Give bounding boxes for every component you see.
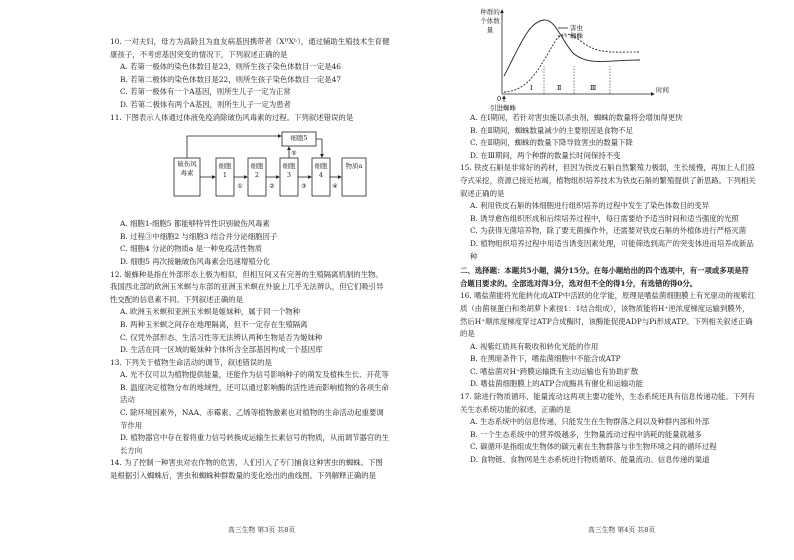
footer-left: 高三生物 第3页 共8页 xyxy=(228,526,296,534)
question-16 xyxy=(460,290,756,391)
option-14a: A. 在Ⅰ期间，若针对害虫施以杀虫剂，蜘蛛的数量将会增加得更快 xyxy=(470,113,683,122)
population-graph xyxy=(440,6,672,112)
question-12 xyxy=(110,269,390,357)
option-16d: D. 嗜盐菌细胞膜上的ATP合成酶具有催化和运输功能 xyxy=(470,379,644,389)
question-10-stem: 10. 一对夫妇，母方为高龄且为血友病基因携带者（XᴴXʰ），通过辅助生殖技术生育健康孩子，不考虑基因突变的情况下，下列叙述正确的是 xyxy=(110,37,390,59)
option-14c: C. 在Ⅱ期间，蜘蛛的数量下降导致害虫的数量下降 xyxy=(470,138,633,148)
option-13a: A. 光不仅可以为植物提供能量，还能作为信号影响种子的萌发及植株生长、开花等 xyxy=(120,370,389,380)
cell2-text: 细胞2 xyxy=(250,162,264,180)
question-17 xyxy=(460,391,756,467)
option-13c: C. 除环境因素外，NAA、赤霉素、乙烯等植物激素也对植物的生命活动起重要调节作用 xyxy=(120,408,384,430)
question-15 xyxy=(460,162,756,263)
step-4: ④ xyxy=(332,183,338,191)
question-10 xyxy=(110,36,390,112)
question-13 xyxy=(110,357,390,458)
question-14-options xyxy=(460,112,756,162)
toxin-text: 破伤风毒素 xyxy=(177,160,197,178)
question-15-stem: 15. 铁皮石斛是非常好的药材，但因为铁皮石斛自然繁殖力极弱，生长缓慢，再加上人们掠夺式采挖，资源已接近枯竭，植物组织培养技术为铁皮石斛的繁殖提供了新思路。下列相关叙述正确的是 xyxy=(460,163,756,198)
option-13b: B. 温度决定植物分布的地域性，还可以通过影响酶的活性进而影响植物的各项生命活动 xyxy=(120,382,389,405)
option-16b: B. 在黑暗条件下，嗜盐菌细胞中不能合成ATP xyxy=(470,354,621,364)
period-3: Ⅲ xyxy=(590,84,597,92)
arrow-label: 引进蜘蛛 xyxy=(490,104,516,112)
cell4-text: 细胞4 xyxy=(314,162,328,180)
step-3: ③ xyxy=(301,183,307,191)
x-axis-label: 时间 xyxy=(656,86,669,94)
option-15a: A. 利用铁皮石斛的体细胞进行组织培养的过程中发生了染色体数目的变异 xyxy=(470,201,710,211)
step-5: ⑤ xyxy=(291,150,297,158)
option-15c: C. 为获得无菌培养物，除了要无菌操作外，还需要对铁皮石斛的外植体进行严格灭菌 xyxy=(470,226,747,236)
question-14-stem: 14. 为了控制一种害虫对农作物的危害，人们引入了专门捕食这种害虫的蜘蛛。下图是根据引入蜘蛛后，害虫和蜘蛛种群数量的变化绘出的曲线图。下列解释正确的是 xyxy=(110,458,383,481)
substance-text: 物质a xyxy=(345,162,363,171)
option-14d: D. 在Ⅲ期间，两个种群的数量长时间保持不变 xyxy=(470,150,621,160)
option-11c: C. 细胞4 分泌的物质a 是一种免疫活性物质 xyxy=(120,244,263,254)
origin-label: 0 xyxy=(497,95,502,103)
option-10d: D. 若第二极体有两个A基因，则所生儿子一定为患者 xyxy=(120,99,291,109)
question-13-stem: 13. 下列关于植物生命活动的调节，叙述错误的是 xyxy=(110,357,272,367)
question-17-stem: 17. 除进行物质循环、能量流动这两项主要功能外，生态系统还具有信息传递功能。下列有关生态系统功能的叙述，正确的是 xyxy=(460,392,755,414)
option-12a: A. 欧洲玉米螟和亚洲玉米螟是姬妹种，属于同一个物种 xyxy=(120,307,301,317)
cell3-text: 细胞3 xyxy=(282,162,296,180)
option-12b: B. 两种玉米螟之间存在地理隔离，但不一定存在生殖隔离 xyxy=(120,319,308,329)
option-12d: D. 生活在同一区域的姬妹种个体所含全部基因构成一个基因库 xyxy=(120,345,323,355)
population-graph-svg xyxy=(440,6,672,112)
legend-spider: 蜘蛛 xyxy=(570,32,583,40)
question-11-stem: 11. 下图表示人体通过体液免疫消除破伤风毒素的过程。下列叙述错误的是 xyxy=(110,112,354,122)
option-17b: B. 一个生态系统中的营养级越多，生物量流动过程中消耗的能量就越多 xyxy=(470,429,702,439)
option-10c: C. 若第一极体有一个A基因，则所生儿子一定为正常 xyxy=(120,87,291,97)
immune-diagram-svg xyxy=(172,128,372,214)
option-11b: B. 过程③中细胞2 与细胞3 结合并分泌细胞因子 xyxy=(120,231,278,241)
question-11 xyxy=(110,112,390,269)
option-13d: D. 植物器官中存在着将重力信号转换成运输生长素信号的物质，从而调节器官的生长方向 xyxy=(120,433,390,455)
right-column xyxy=(460,112,756,467)
y-axis-label: 种群的个体数量 xyxy=(480,8,500,34)
question-14 xyxy=(110,457,390,482)
spider-curve xyxy=(504,34,640,92)
option-17a: A. 生态系统中的信息传递，只能发生在生物群落之间以及种群内部和外部 xyxy=(470,417,710,427)
period-2: Ⅱ xyxy=(557,84,562,92)
cell5-text: 细胞5 xyxy=(290,134,308,143)
option-12c: C. 仅凭外部形态、生活习性等无法辨认两种生物是否为姬妹种 xyxy=(120,332,323,342)
legend-pest: 害虫 xyxy=(570,24,583,32)
option-10b: B. 若第二极体的染色体数目是22，则所生孩子染色体数目一定是47 xyxy=(120,74,342,84)
question-12-stem: 12. 姬蜂种是指在外部形态上极为相似，但相互间又有完善的生殖隔离机制的生物。我国西北部的欧洲玉米螟与东部的亚洲玉米螟在外貌上几乎无法辨认，但它们吸引异性交配的信息素不同。下列叙述正确的是 xyxy=(110,269,384,304)
option-11a: A. 细胞1-细胞5 都能够特异性识别破伤风毒素 xyxy=(120,219,270,229)
step-1: ① xyxy=(237,183,243,191)
question-16-stem: 16. 嗜盐菌能将光能转化成ATP中活跃的化学能，原理是嗜盐菌细胞膜上有光驱动的视紫红质（由菌视蛋白和类胡萝卜素按1：1结合组成），该物质能将H⁺逆浓度梯度运输到膜外，然后H⁺顺浓度梯度穿过ATP合成酶时，该酶能促使ADP与Pi形成ATP。下列相关叙述正确的是 xyxy=(460,291,756,339)
footer-right: 高三生物 第4页 共8页 xyxy=(588,526,656,534)
cell1-text: 细胞1 xyxy=(218,162,232,180)
option-15d: D. 植物组织培养过程中用适当诱变因素处理，可能筛选到高产的突变体进而培养成新品种 xyxy=(470,238,754,261)
option-16a: A. 视紫红质具有吸收和转化光能的作用 xyxy=(470,341,599,351)
left-column xyxy=(110,36,390,483)
option-10a: A. 若第一极体的染色体数目是23，则所生孩子染色体数目一定是46 xyxy=(120,62,342,72)
period-1: Ⅰ xyxy=(530,84,533,92)
step-2: ② xyxy=(269,183,275,191)
option-11d: D. 细胞5 再次接触破伤风毒素会迅速增殖分化 xyxy=(120,256,271,266)
option-17c: C. 碳循环是指组成生物体的碳元素在生物群落与非生物环境之间的循环过程 xyxy=(470,442,717,452)
option-15b: B. 诱导愈伤组织形成和后续培养过程中，每日需要给予适当时间和适当强度的光照 xyxy=(470,213,739,223)
option-14b: B. 在Ⅱ期间，蜘蛛数量减少的主要原因是食物不足 xyxy=(470,125,633,135)
immune-diagram xyxy=(172,128,372,214)
option-16c: C. 嗜盐菌对H⁺跨膜运输既有主动运输也有协助扩散 xyxy=(470,366,639,376)
option-17d: D. 食物链、食物网是生态系统进行物质循环、能量流动、信息传递的渠道 xyxy=(470,455,710,465)
section-2-header: 二、选择题：本题共5小题，满分15分。在每小题给出的四个选项中，有一项或多项是符合题目要求的。全部选对得3分，选对但不全的得1分，有选错的得0分。 xyxy=(460,266,749,288)
